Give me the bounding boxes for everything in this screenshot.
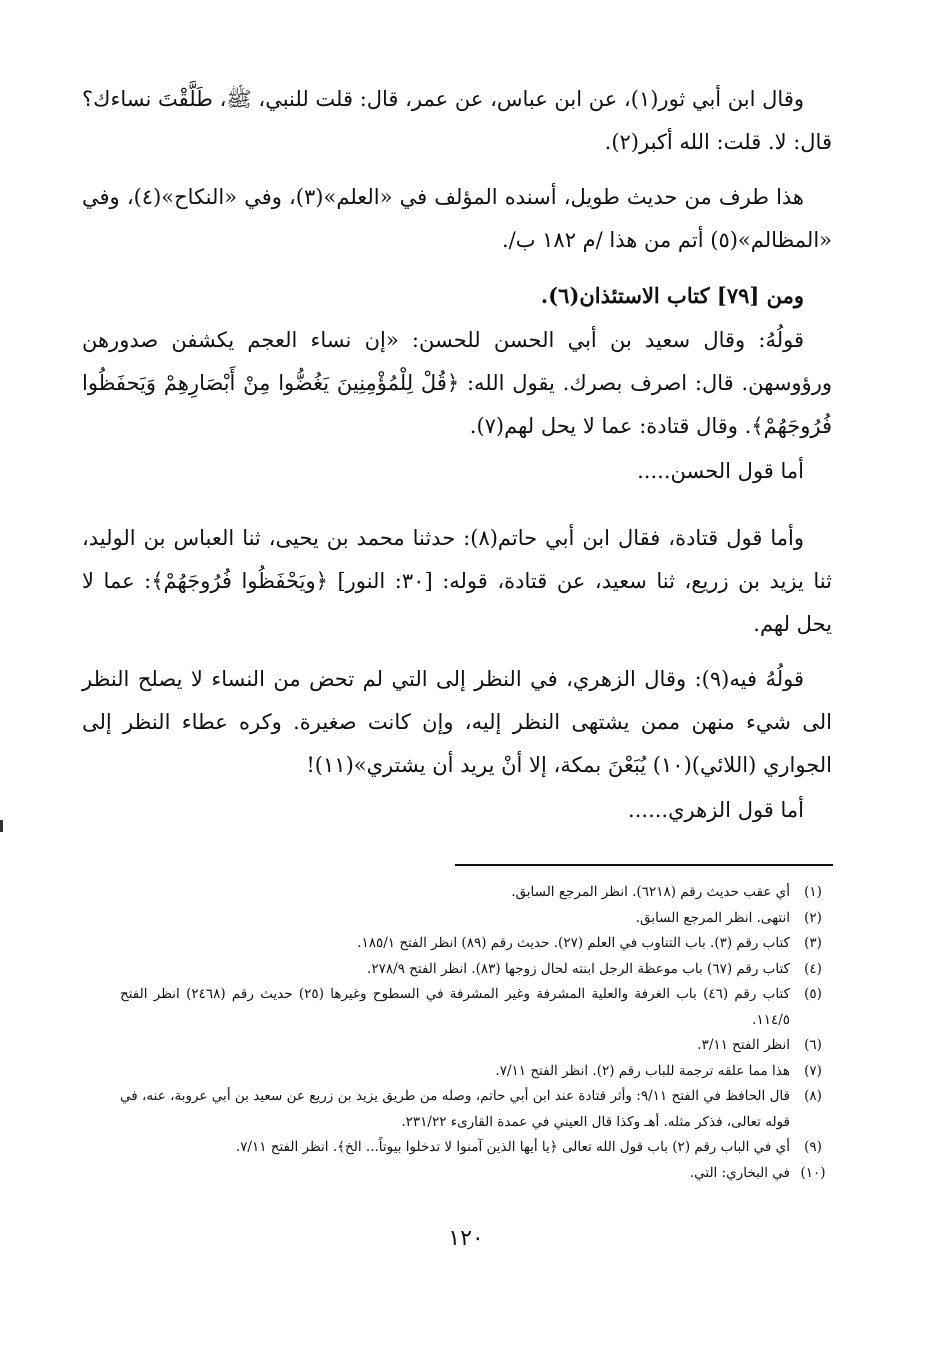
footnote-number: (٦) [804,1037,822,1053]
footnote-number: (٢) [804,909,822,926]
footnote-number: (٥) [804,986,822,1002]
footnote-text: انتهى. انظر المرجع السابق. [635,909,790,926]
footnote [120,1135,836,1161]
footnote-text: كتاب رقم (٣). باب التناوب في العلم (٢٧). حديث رقم (٨٩) انظر الفتح ١٨٥/١. [357,935,790,951]
footnote-number: (٧) [804,1062,822,1079]
footnote-text: أي عقب حديث رقم (٦٢١٨). انظر المرجع السابق. [511,884,790,900]
footnote [120,906,836,932]
footnote [120,931,836,957]
footnote-text: هذا مما علقه ترجمة للباب رقم (٢). انظر الفتح ٧/١١. [495,1062,790,1079]
footnote-number: (١) [804,884,822,900]
footnote [120,1161,836,1187]
scan-artifact [0,820,3,832]
chapter-heading: ومن [٧٩] كتاب الاستئذان(٦). [540,283,804,308]
footnote-text: انظر الفتح ٣/١١. [697,1037,790,1053]
footnote-text: كتاب رقم (٦٧) باب موعظة الرجل ابنته لحال زوجها (٨٣). انظر الفتح ٢٧٨/٩. [367,960,790,977]
footnote-number: (١٠) [800,1164,826,1181]
page-number: ١٢٠ [448,1226,484,1251]
footnote [120,957,836,983]
section-zuhri-dots: أما قول الزهري...... [628,798,804,822]
footnote [120,1084,836,1135]
main-text [82,78,832,856]
footnote-number: (٩) [804,1139,822,1155]
footnote-number: (٣) [804,935,822,951]
footnote-number: (٨) [804,1088,822,1104]
footnote-text: أي في الباب رقم (٢) باب قول الله تعالى ﴿يا أيها الذين آمنوا لا تدخلوا بيوتاً... الخ﴾. انظر الفتح ٧/١١. [235,1139,790,1155]
footnote-text: قال الحافظ في الفتح ٩/١١: وأثر قتادة عند ابن أبي حاتم، وصله من طريق يزيد بن زريع عن سعيد بن أبي عروبة، عنه، في قوله تعالى، فذكر مثله. أهـ وكذا قال العيني في عمدة القارىء ٢٣١/٢٢. [120,1088,791,1130]
footnotes [120,880,836,1186]
footnote [120,1059,836,1085]
footnote [120,1033,836,1059]
footnote-divider [455,864,833,866]
paragraph-2: هذا طرف من حديث طويل، أسنده المؤلف في «العلم»(٣)، وفي «النكاح»(٤)، وفي «المظالم»(٥) أتم من هذا /م ١٨٢ ب/. [82,185,832,252]
section-hasan-dots: أما قول الحسن..... [637,459,804,483]
section-zuhri-text: قولُهُ فيه(٩): وقال الزهري، في النظر إلى التي لم تحض من النساء لا يصلح النظر الى شيء منهن ممن يشتهى النظر إليه، وإن كانت صغيرة. وكره عطاء النظر إلى الجواري (اللائي)(١٠) يُبَعْنَ بمكة، إلا أنْ يريد أن يشتري»(١١)! [82,667,832,777]
section-hasan-text: قولُهُ: وقال سعيد بن أبي الحسن للحسن: «إن نساء العجم يكشفن صدورهن ورؤوسهن. قال: اصرف بصرك. يقول الله: ﴿قُلْ لِلْمُؤْمِنِينَ يَغُضُّوا مِنْ أَبْصَارِهِمْ وَيَحفَظُوا فُرُوجَهُمْ﴾. وقال قتادة: عما لا يحل لهم(٧). [82,328,832,438]
footnote [120,880,836,906]
footnote-text: كتاب رقم (٤٦) باب الغرفة والعلية المشرفة وغير المشرفة في السطوح وغيرها (٢٥) حديث رقم (٢٤٦٨) انظر الفتح ١١٤/٥. [120,986,790,1028]
section-qatada-text: وأما قول قتادة، فقال ابن أبي حاتم(٨): حدثنا محمد بن يحيى، ثنا العباس بن الوليد، ثنا يزيد بن زريع، ثنا سعيد، عن قتادة، قوله: [٣٠: النور] ﴿ويَحْفَظُوا فُرُوجَهُمْ﴾: عما لا يحل لهم. [82,526,832,636]
footnote-number: (٤) [804,960,822,977]
paragraph-1: وقال ابن أبي ثور(١)، عن ابن عباس، عن عمر، قال: قلت للنبي، ﷺ، طَلَّقْتَ نساءك؟ قال: لا. قلت: الله أكبر(٢). [82,87,832,154]
footnote [120,982,836,1033]
footnote-text: في البخاري: التي. [689,1164,790,1181]
